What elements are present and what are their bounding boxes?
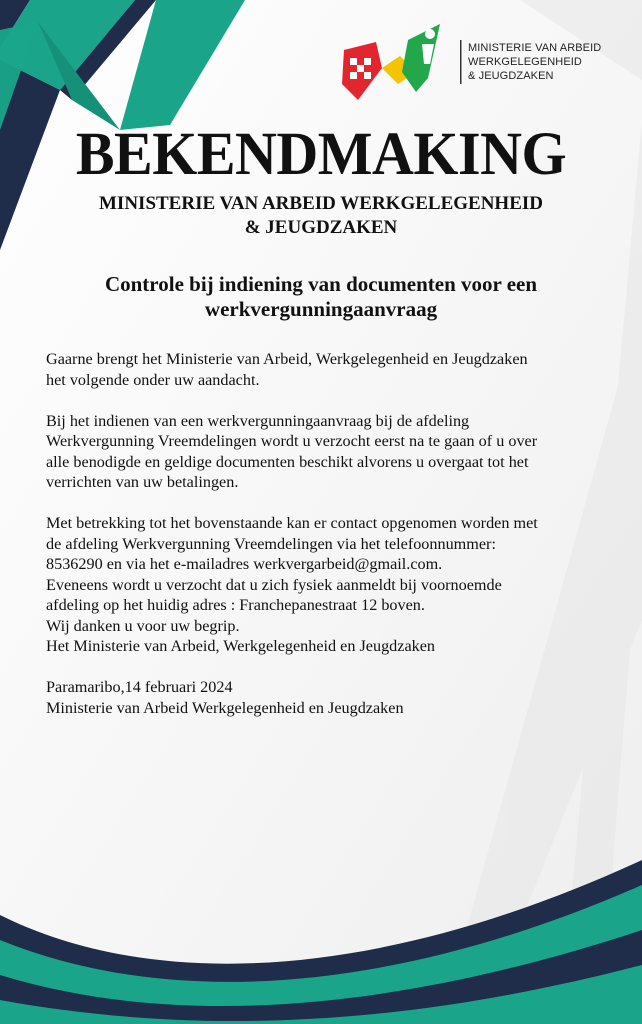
ministry-subtitle [0, 192, 642, 240]
paragraph-signature [46, 677, 606, 718]
text-line: Werkvergunning Vreemdelingen wordt u verzocht eerst na te gaan of u over [46, 432, 538, 450]
text-line: Eveneens wordt u verzocht dat u zich fysiek aanmeldt bij voornoemde [46, 575, 502, 594]
signature-line: Ministerie van Arbeid Werkgelegenheid en Jeugdzaken [46, 698, 404, 717]
logo-line: & JEUGDZAKEN [468, 70, 554, 82]
subtitle-line: & JEUGDZAKEN [244, 217, 398, 238]
logo-line: MINISTERIE VAN ARBEID [468, 42, 602, 54]
subtitle-line: MINISTERIE VAN ARBEID WERKGELEGENHEID [99, 193, 543, 214]
text-line: de afdeling Werkvergunning Vreemdelingen via het telefoonnummer: [46, 534, 496, 553]
text-line: het volgende onder uw aandacht. [46, 370, 260, 389]
paragraph-contact [46, 513, 606, 657]
heading-line: Controle bij indiening van documenten voor een [104, 272, 538, 296]
page-title: BEKENDMAKING [75, 119, 567, 188]
text-line: alle benodigde en geldige documenten beschikt alvorens u overgaat tot het [46, 452, 529, 471]
paragraph-documents [46, 411, 606, 493]
logo-wordmark [468, 41, 601, 83]
heading-line: werkvergunningaanvraag [204, 297, 438, 321]
text-line: Gaarne brengt het Ministerie van Arbeid, Werkgelegenheid en Jeugdzaken [46, 350, 528, 368]
text-line: Het Ministerie van Arbeid, Werkgelegenheid en Jeugdzaken [46, 637, 436, 655]
text-line: Met betrekking tot het bovenstaande kan er contact opgenomen worden met [46, 514, 538, 532]
text-line: Wij danken u voor uw begrip. [46, 616, 240, 635]
text-line: Bij het indienen van een werkvergunningaanvraag bij de afdeling [46, 411, 470, 430]
text-line: afdeling op het huidig adres : Franchepanestraat 12 boven. [46, 596, 425, 614]
text-line: 8536290 en via het e-mailadres werkvergarbeid@gmail.com. [46, 555, 443, 573]
date-line: Paramaribo,14 februari 2024 [46, 678, 233, 696]
paragraph-intro [46, 349, 606, 390]
text-line: verrichten van uw betalingen. [46, 473, 239, 491]
announcement-heading [60, 272, 582, 322]
announcement-body [46, 349, 606, 739]
logo-line: WERKGELEGENHEID [468, 56, 582, 68]
